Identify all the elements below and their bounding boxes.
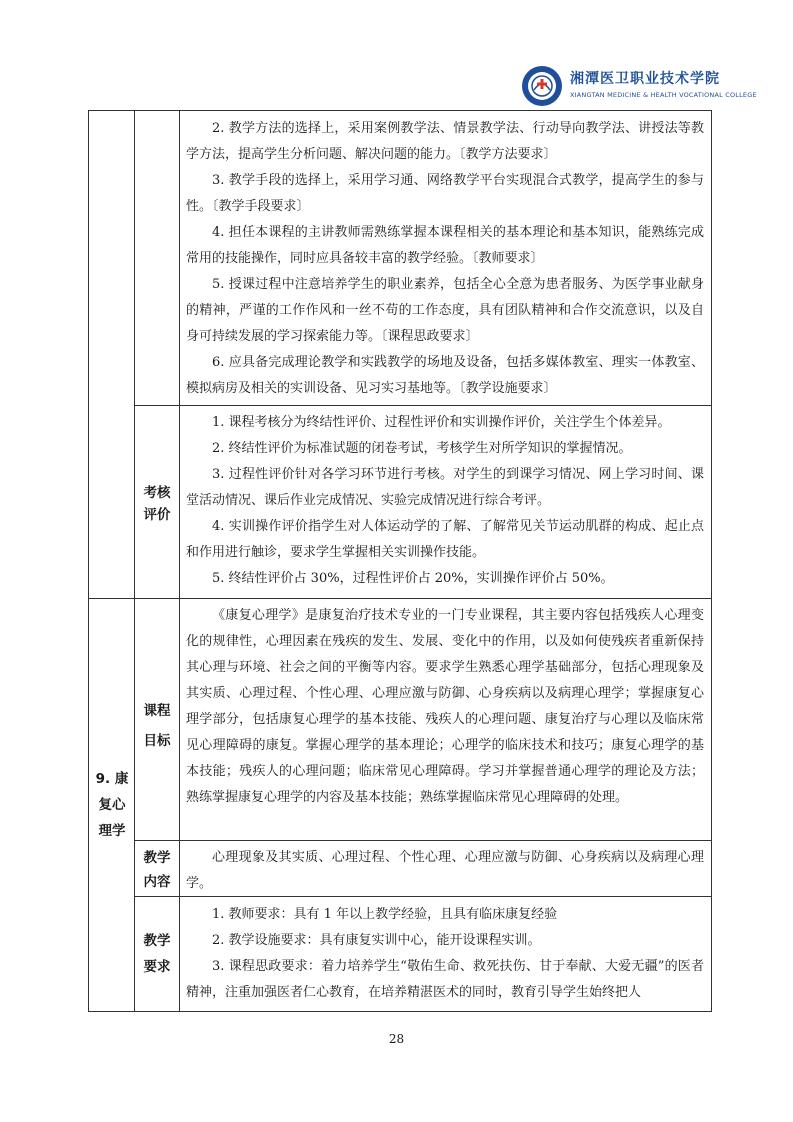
course-goal-label xyxy=(136,696,178,756)
assessment-item: 5. 终结性评价占 30%，过程性评价占 20%，实训操作评价占 50%。 xyxy=(212,571,614,586)
teaching-content-cell xyxy=(186,845,704,895)
assessment-item: 2. 终结性评价为标准试题的闭卷考试，考核学生对所学知识的掌握情况。 xyxy=(212,441,632,456)
teaching-req-item: 1. 教师要求：具有 1 年以上教学经验，且具有临床康复经验 xyxy=(212,907,558,922)
teaching-req-label xyxy=(136,928,178,980)
teaching-req-item: 3. 课程思政要求：着力培养学生“敬佑生命、救死扶伤、甘于奉献、大爱无疆”的医者精神，注重加强医者仁心教育，在培养精湛医术的同时，教育引导学生始终把人 xyxy=(186,959,704,1000)
requirement-item: 6. 应具备完成理论教学和实践教学的场地及设备，包括多媒体教室、理实一体教室、模拟病房及相关的实训设备、见习实习基地等。〔教学设施要求〕 xyxy=(186,355,704,396)
assessment-label-line2: 评价 xyxy=(143,507,171,523)
course-name-line3: 理学 xyxy=(98,823,126,839)
school-logo-icon xyxy=(520,64,564,108)
course-goal-label-line1: 课程 xyxy=(143,703,171,719)
teaching-content-label xyxy=(136,846,178,894)
row-divider xyxy=(134,405,712,406)
teaching-requirements-cell xyxy=(186,116,704,404)
assessment-item: 3. 过程性评价针对各学习环节进行考核。对学生的到课学习情况、网上学习时间、课堂活动情况、课后作业完成情况、实验完成情况进行综合考评。 xyxy=(186,467,704,508)
teaching-req-cell xyxy=(186,902,704,1010)
teaching-content-label-line2: 内容 xyxy=(143,874,171,890)
page-number: 28 xyxy=(388,1032,405,1046)
assessment-item: 4. 实训操作评价指学生对人体运动学的了解、了解常见关节运动肌群的构成、起止点和作用进行触诊，要求学生掌握相关实训操作技能。 xyxy=(186,519,704,560)
column-divider xyxy=(134,110,135,1012)
requirement-item: 5. 授课过程中注意培养学生的职业素养，包括全心全意为患者服务、为医学事业献身的精神，严谨的工作作风和一丝不苟的工作态度，具有团队精神和合作交流意识，以及自身可持续发展的学习探索能力等。〔课程思政要求〕 xyxy=(186,277,704,344)
assessment-cell xyxy=(186,410,704,596)
school-name: 湘潭医卫职业技术学院 xyxy=(570,71,720,87)
school-name-en: XIANGTAN MEDICINE & HEALTH VOCATIONAL COLLEGE xyxy=(570,91,757,99)
course-goal-label-line2: 目标 xyxy=(143,733,171,749)
teaching-content-text: 心理现象及其实质、心理过程、个性心理、心理应激与防御、心身疾病以及病理心理学。 xyxy=(186,850,704,891)
course-name-line1: 9. 康 xyxy=(95,771,129,787)
teaching-req-label-line1: 教学 xyxy=(143,933,171,949)
course-name xyxy=(90,766,134,844)
assessment-item: 1. 课程考核分为终结性评价、过程性评价和实训操作评价，关注学生个体差异。 xyxy=(212,415,671,430)
assessment-label xyxy=(136,482,178,526)
course-goal-text: 《康复心理学》是康复治疗技术专业的一门专业课程，其主要内容包括残疾人心理变化的规律性，心理因素在残疾的发生、发展、变化中的作用，以及如何使残疾者重新保持其心理与环境、社会之间的平衡等内容。要求学生熟悉心理学基础部分，包括心理现象及其实质、心理过程、个性心理、心理应激与防御、心身疾病以及病理心理学；掌握康复心理学部分，包括康复心理学的基本技能、残疾人的心理问题、康复治疗与心理以及临床常见心理障碍的康复。掌握心理学的基本理论；心理学的临床技术和技巧；康复心理学的基本技能；残疾人的心理问题；临床常见心理障碍。学习并掌握普通心理学的理论及方法；熟练掌握康复心理学的内容及基本技能；熟练掌握临床常见心理障碍的处理。 xyxy=(186,608,704,805)
requirement-item: 3. 教学手段的选择上，采用学习通、网络教学平台实现混合式教学，提高学生的参与性。〔教学手段要求〕 xyxy=(186,173,704,214)
row-divider xyxy=(88,598,712,599)
row-divider xyxy=(134,840,712,841)
column-divider xyxy=(179,110,180,1012)
teaching-req-label-line2: 要求 xyxy=(143,959,171,975)
teaching-req-item: 2. 教学设施要求：具有康复实训中心，能开设课程实训。 xyxy=(212,933,541,948)
course-name-line2: 复心 xyxy=(98,797,126,813)
school-header xyxy=(520,64,757,110)
assessment-label-line1: 考核 xyxy=(143,485,171,501)
requirement-item: 2. 教学方法的选择上，采用案例教学法、情景教学法、行动导向教学法、讲授法等教学方法，提高学生分析问题、解决问题的能力。〔教学方法要求〕 xyxy=(186,121,704,162)
teaching-content-label-line1: 教学 xyxy=(143,850,171,866)
course-goal-cell xyxy=(186,603,704,837)
requirement-item: 4. 担任本课程的主讲教师需熟练掌握本课程相关的基本理论和基本知识，能熟练完成常用的技能操作，同时应具备较丰富的教学经验。〔教师要求〕 xyxy=(186,225,704,266)
